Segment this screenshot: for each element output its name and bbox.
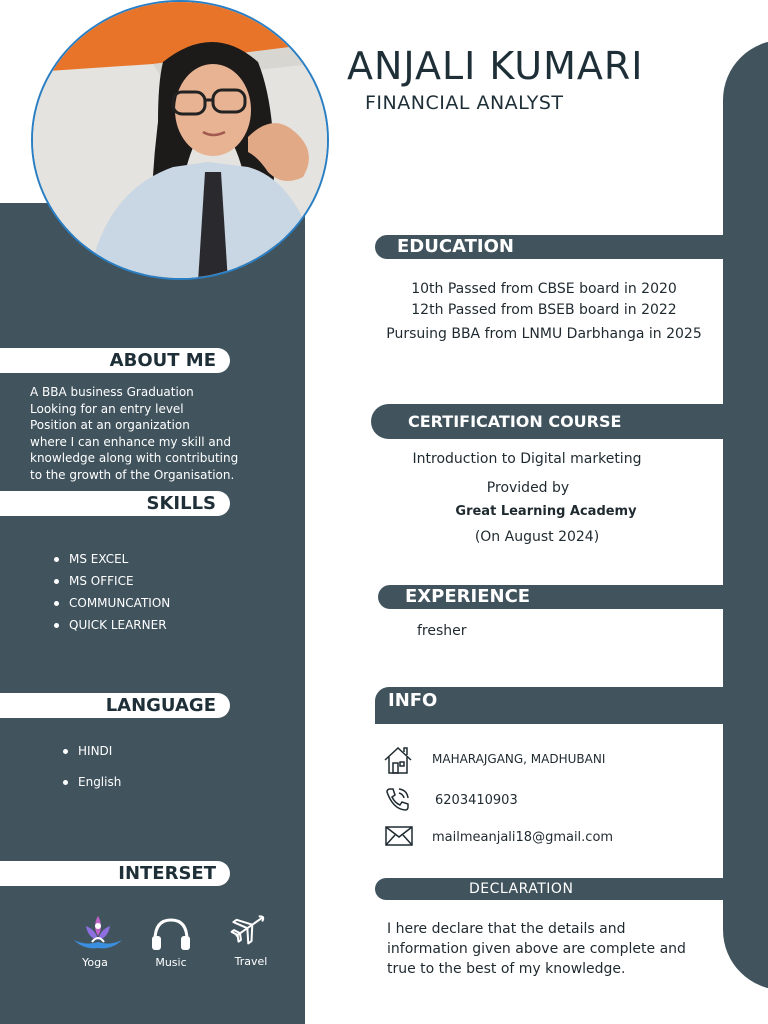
info-address: MAHARAJGANG, MADHUBANI: [432, 752, 606, 766]
skill-item: MS OFFICE: [54, 574, 170, 588]
language-item: English: [63, 775, 121, 789]
headphones-icon: [149, 914, 193, 952]
skills-heading: SKILLS: [0, 491, 230, 516]
declaration-text: [387, 919, 717, 979]
language-list: [63, 744, 121, 789]
skill-item: MS EXCEL: [54, 552, 170, 566]
yoga-icon: [68, 912, 128, 952]
home-icon: [383, 745, 413, 775]
interest-label: Travel: [234, 955, 268, 968]
profile-photo-illustration: [33, 2, 329, 280]
about-line: where I can enhance my skill and: [30, 434, 231, 449]
experience-text: fresher: [417, 623, 467, 639]
about-line: A BBA business Graduation: [30, 385, 194, 399]
phone-icon: [383, 786, 411, 814]
interest-label: Yoga: [82, 956, 108, 969]
skill-item: COMMUNCATION: [54, 596, 170, 610]
airplane-icon: [229, 908, 269, 946]
education-heading: EDUCATION: [375, 235, 723, 259]
certification-heading: CERTIFICATION COURSE: [371, 404, 723, 439]
about-line: knowledge along with contributing: [30, 451, 239, 465]
interest-label: Music: [155, 956, 187, 969]
about-line: Looking for an entry level: [30, 401, 184, 416]
about-me-heading: ABOUT ME: [0, 348, 230, 373]
certification-date: (On August 2024): [474, 529, 600, 545]
profile-photo: [31, 0, 329, 280]
about-line: to the growth of the Organisation.: [30, 467, 235, 482]
declaration-line: information given above are complete and: [387, 941, 686, 957]
info-phone: 6203410903: [435, 793, 518, 808]
declaration-line: I here declare that the details and: [387, 921, 626, 937]
about-line: Position at an organization: [30, 418, 190, 432]
language-item: HINDI: [63, 744, 121, 758]
job-title: FINANCIAL ANALYST: [365, 92, 564, 114]
interest-heading: INTERSET: [0, 861, 230, 886]
education-line: Pursuing BBA from LNMU Darbhanga in 2025: [386, 326, 702, 342]
right-decorative-strip: [723, 40, 768, 990]
education-details: [370, 281, 718, 342]
certification-course: Introduction to Digital marketing: [412, 451, 642, 467]
language-heading: LANGUAGE: [0, 693, 230, 718]
certification-provided-by: Provided by: [486, 480, 570, 496]
declaration-line: true to the best of my knowledge.: [387, 961, 626, 977]
info-heading: INFO: [375, 687, 723, 724]
skill-item: QUICK LEARNER: [54, 618, 170, 632]
skills-list: [54, 552, 170, 632]
mail-icon: [385, 826, 413, 846]
declaration-heading: DECLARATION: [375, 878, 723, 900]
education-line: 12th Passed from BSEB board in 2022: [411, 302, 677, 318]
about-me-text: [30, 384, 290, 483]
certification-provider: Great Learning Academy: [455, 504, 637, 519]
info-email: mailmeanjali18@gmail.com: [432, 830, 614, 845]
education-line: 10th Passed from CBSE board in 2020: [411, 281, 677, 297]
candidate-name: ANJALI KUMARI: [347, 44, 644, 88]
experience-heading: EXPERIENCE: [378, 585, 723, 609]
